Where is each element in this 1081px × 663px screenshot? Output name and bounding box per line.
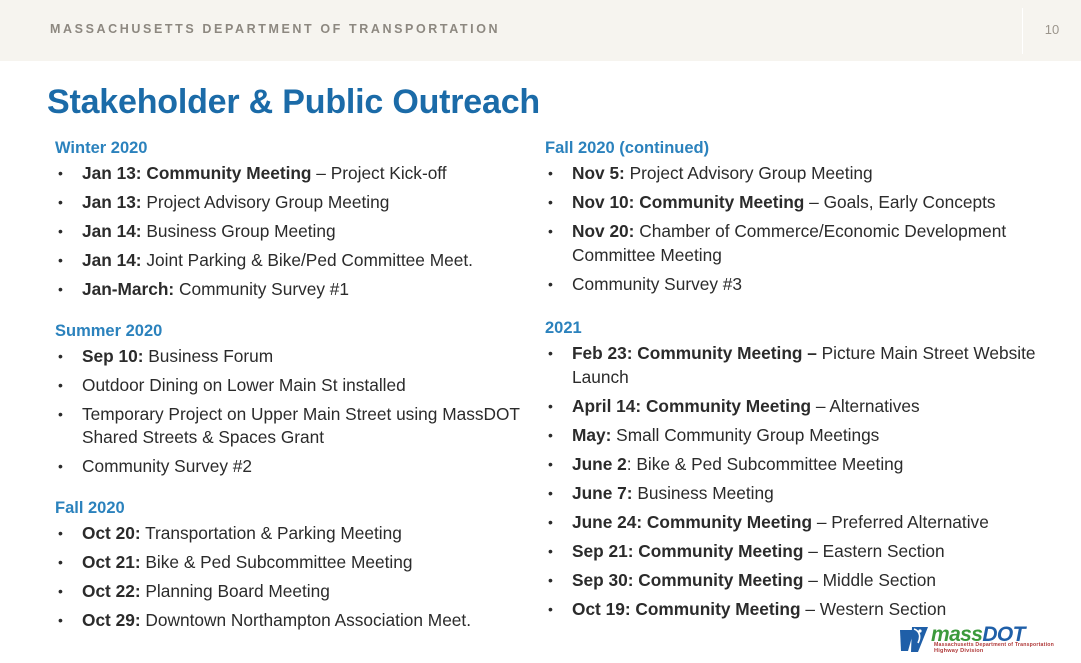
list-item-emphasis: Nov 5: [572, 163, 625, 183]
bullet-dot-icon: • [548, 455, 553, 472]
list-item [545, 220, 1070, 267]
list-item [55, 249, 525, 273]
list-item-emphasis: Jan 14: [82, 250, 142, 270]
list-item [55, 220, 525, 244]
list-item-text: Planning Board Meeting [140, 580, 330, 601]
section-heading: Fall 2020 (continued) [545, 139, 710, 157]
list-item [545, 162, 1070, 186]
list-item-text: Outdoor Dining on Lower Main St installed [82, 374, 406, 395]
list-item-text: Downtown Northampton Association Meet. [140, 609, 472, 630]
bullet-list [545, 342, 1070, 621]
list-item-emphasis: Sep 21: Community Meeting [572, 540, 804, 561]
list-item [545, 424, 1070, 448]
list-item-text: – Eastern Section [803, 540, 945, 561]
list-item [545, 395, 1070, 419]
list-item [55, 455, 525, 479]
massdot-logo [898, 623, 1068, 657]
left-column [55, 138, 525, 644]
section-heading: Summer 2020 [55, 321, 163, 340]
list-item-emphasis: June 7: [572, 482, 633, 503]
bullet-list [55, 345, 525, 479]
logo-tagline-division: Highway Division [934, 648, 984, 654]
list-item-emphasis: Oct 19: Community Meeting [572, 598, 801, 619]
massdot-arrow-icon [898, 625, 934, 653]
list-item-emphasis: Jan 14: [82, 221, 142, 241]
list-item-emphasis: Sep 10: [82, 345, 144, 366]
list-item-text: Project Advisory Group Meeting [141, 192, 390, 212]
section-heading: Winter 2020 [55, 139, 148, 157]
logo-dot-text: DOT [982, 623, 1025, 646]
logo-tagline-department: Massachusetts Department of Transportation [934, 642, 1054, 648]
list-item [55, 580, 525, 604]
bullet-dot-icon: • [548, 397, 553, 414]
bullet-dot-icon: • [548, 571, 553, 588]
list-item-text: – Middle Section [803, 569, 936, 590]
bullet-dot-icon: • [548, 426, 553, 443]
list-item [55, 162, 525, 186]
list-item-text: Chamber of Commerce/Economic Development Committee Meeting [572, 221, 1007, 265]
list-item-emphasis: Jan 13: [82, 192, 142, 212]
list-item-text: – Alternatives [811, 395, 920, 416]
bullet-dot-icon: • [548, 600, 553, 617]
list-item-text: Transportation & Parking Meeting [140, 522, 402, 543]
list-item-emphasis: Nov 10: Community Meeting [572, 192, 805, 212]
list-item [545, 482, 1070, 506]
list-item-emphasis: Jan 13: Community Meeting [82, 163, 312, 183]
list-item [55, 551, 525, 575]
list-item-text: – Western Section [800, 598, 947, 619]
list-item-emphasis: April 14: Community Meeting [572, 395, 812, 416]
bullet-dot-icon: • [548, 513, 553, 530]
bullet-dot-icon: • [548, 542, 553, 559]
list-item-text: Joint Parking & Bike/Ped Committee Meet. [141, 250, 473, 270]
list-item-text: Bike & Ped Subcommittee Meeting [140, 551, 413, 572]
bullet-dot-icon: • [58, 524, 63, 541]
list-item-emphasis: Oct 20: [82, 522, 141, 543]
list-item [545, 453, 1070, 477]
section-fall-2020-continued [545, 138, 1070, 296]
list-item [545, 511, 1070, 535]
section-heading: Fall 2020 [55, 498, 125, 517]
bullet-dot-icon: • [58, 194, 63, 210]
logo-mass-text: mass [931, 623, 983, 646]
bullet-dot-icon: • [548, 223, 553, 239]
bullet-dot-icon: • [548, 275, 553, 292]
list-item-text: Business Meeting [632, 482, 774, 503]
list-item [55, 403, 525, 450]
organization-title: MASSACHUSETTS DEPARTMENT OF TRANSPORTATION [50, 22, 501, 36]
list-item-emphasis: Oct 29: [82, 609, 141, 630]
list-item [55, 522, 525, 546]
list-item-text: : Bike & Ped Subcommittee Meeting [626, 453, 904, 474]
list-item-text: Business Forum [143, 345, 274, 366]
bullet-dot-icon: • [58, 252, 63, 268]
list-item-emphasis: May: [572, 424, 612, 445]
bullet-list [55, 522, 525, 633]
right-column [545, 138, 1070, 633]
list-item [545, 598, 1070, 622]
list-item-emphasis: Nov 20: [572, 221, 635, 241]
page-title: Stakeholder & Public Outreach [47, 83, 540, 121]
list-item-emphasis: June 24: Community Meeting [572, 511, 813, 532]
bullet-dot-icon: • [58, 582, 63, 599]
bullet-dot-icon: • [58, 165, 63, 181]
list-item-text: Temporary Project on Upper Main Street using MassDOT Shared Streets & Spaces Grant [82, 403, 520, 447]
list-item [545, 273, 1070, 297]
list-item-text: Community Survey #1 [174, 279, 349, 299]
list-item-emphasis: Jan-March: [82, 279, 175, 299]
list-item [545, 191, 1070, 215]
bullet-dot-icon: • [58, 553, 63, 570]
list-item-text: – Preferred Alternative [812, 511, 989, 532]
list-item [55, 278, 525, 302]
list-item [545, 540, 1070, 564]
bullet-dot-icon: • [58, 223, 63, 239]
bullet-dot-icon: • [548, 194, 553, 210]
bullet-dot-icon: • [58, 611, 63, 628]
section-winter-2020 [55, 138, 525, 302]
list-item-text: Business Group Meeting [141, 221, 336, 241]
bullet-list [545, 162, 1070, 296]
bullet-list [55, 162, 525, 302]
bullet-dot-icon: • [58, 347, 63, 364]
list-item [545, 342, 1070, 389]
list-item [55, 191, 525, 215]
bullet-dot-icon: • [58, 281, 63, 297]
list-item-text: Community Survey #2 [82, 456, 252, 476]
list-item-text: Project Advisory Group Meeting [624, 163, 873, 183]
list-item-emphasis: Sep 30: Community Meeting [572, 569, 804, 590]
list-item [55, 345, 525, 369]
list-item [55, 374, 525, 398]
list-item-emphasis: Oct 22: [82, 580, 141, 601]
bullet-dot-icon: • [58, 376, 63, 393]
list-item [545, 569, 1070, 593]
list-item-text: – Goals, Early Concepts [804, 192, 996, 212]
bullet-dot-icon: • [548, 484, 553, 501]
list-item-text: – Project Kick-off [311, 163, 447, 183]
section-heading: 2021 [545, 319, 582, 337]
list-item-emphasis: Feb 23: Community Meeting – [572, 343, 817, 363]
bullet-dot-icon: • [548, 165, 553, 181]
list-item-emphasis: Oct 21: [82, 551, 141, 572]
section-2021 [545, 318, 1070, 621]
bullet-dot-icon: • [58, 458, 63, 474]
list-item [55, 609, 525, 633]
list-item-emphasis: June 2 [572, 453, 627, 474]
list-item-text: Community Survey #3 [572, 273, 742, 294]
page-number: 10 [1044, 22, 1060, 37]
section-summer-2020 [55, 321, 525, 479]
bullet-dot-icon: • [548, 345, 553, 361]
slide-header-band [0, 0, 1081, 61]
section-fall-2020 [55, 498, 525, 633]
bullet-dot-icon: • [58, 405, 63, 422]
list-item-text: Picture Main Street Website Launch [572, 343, 1036, 387]
list-item-text: Small Community Group Meetings [611, 424, 880, 445]
